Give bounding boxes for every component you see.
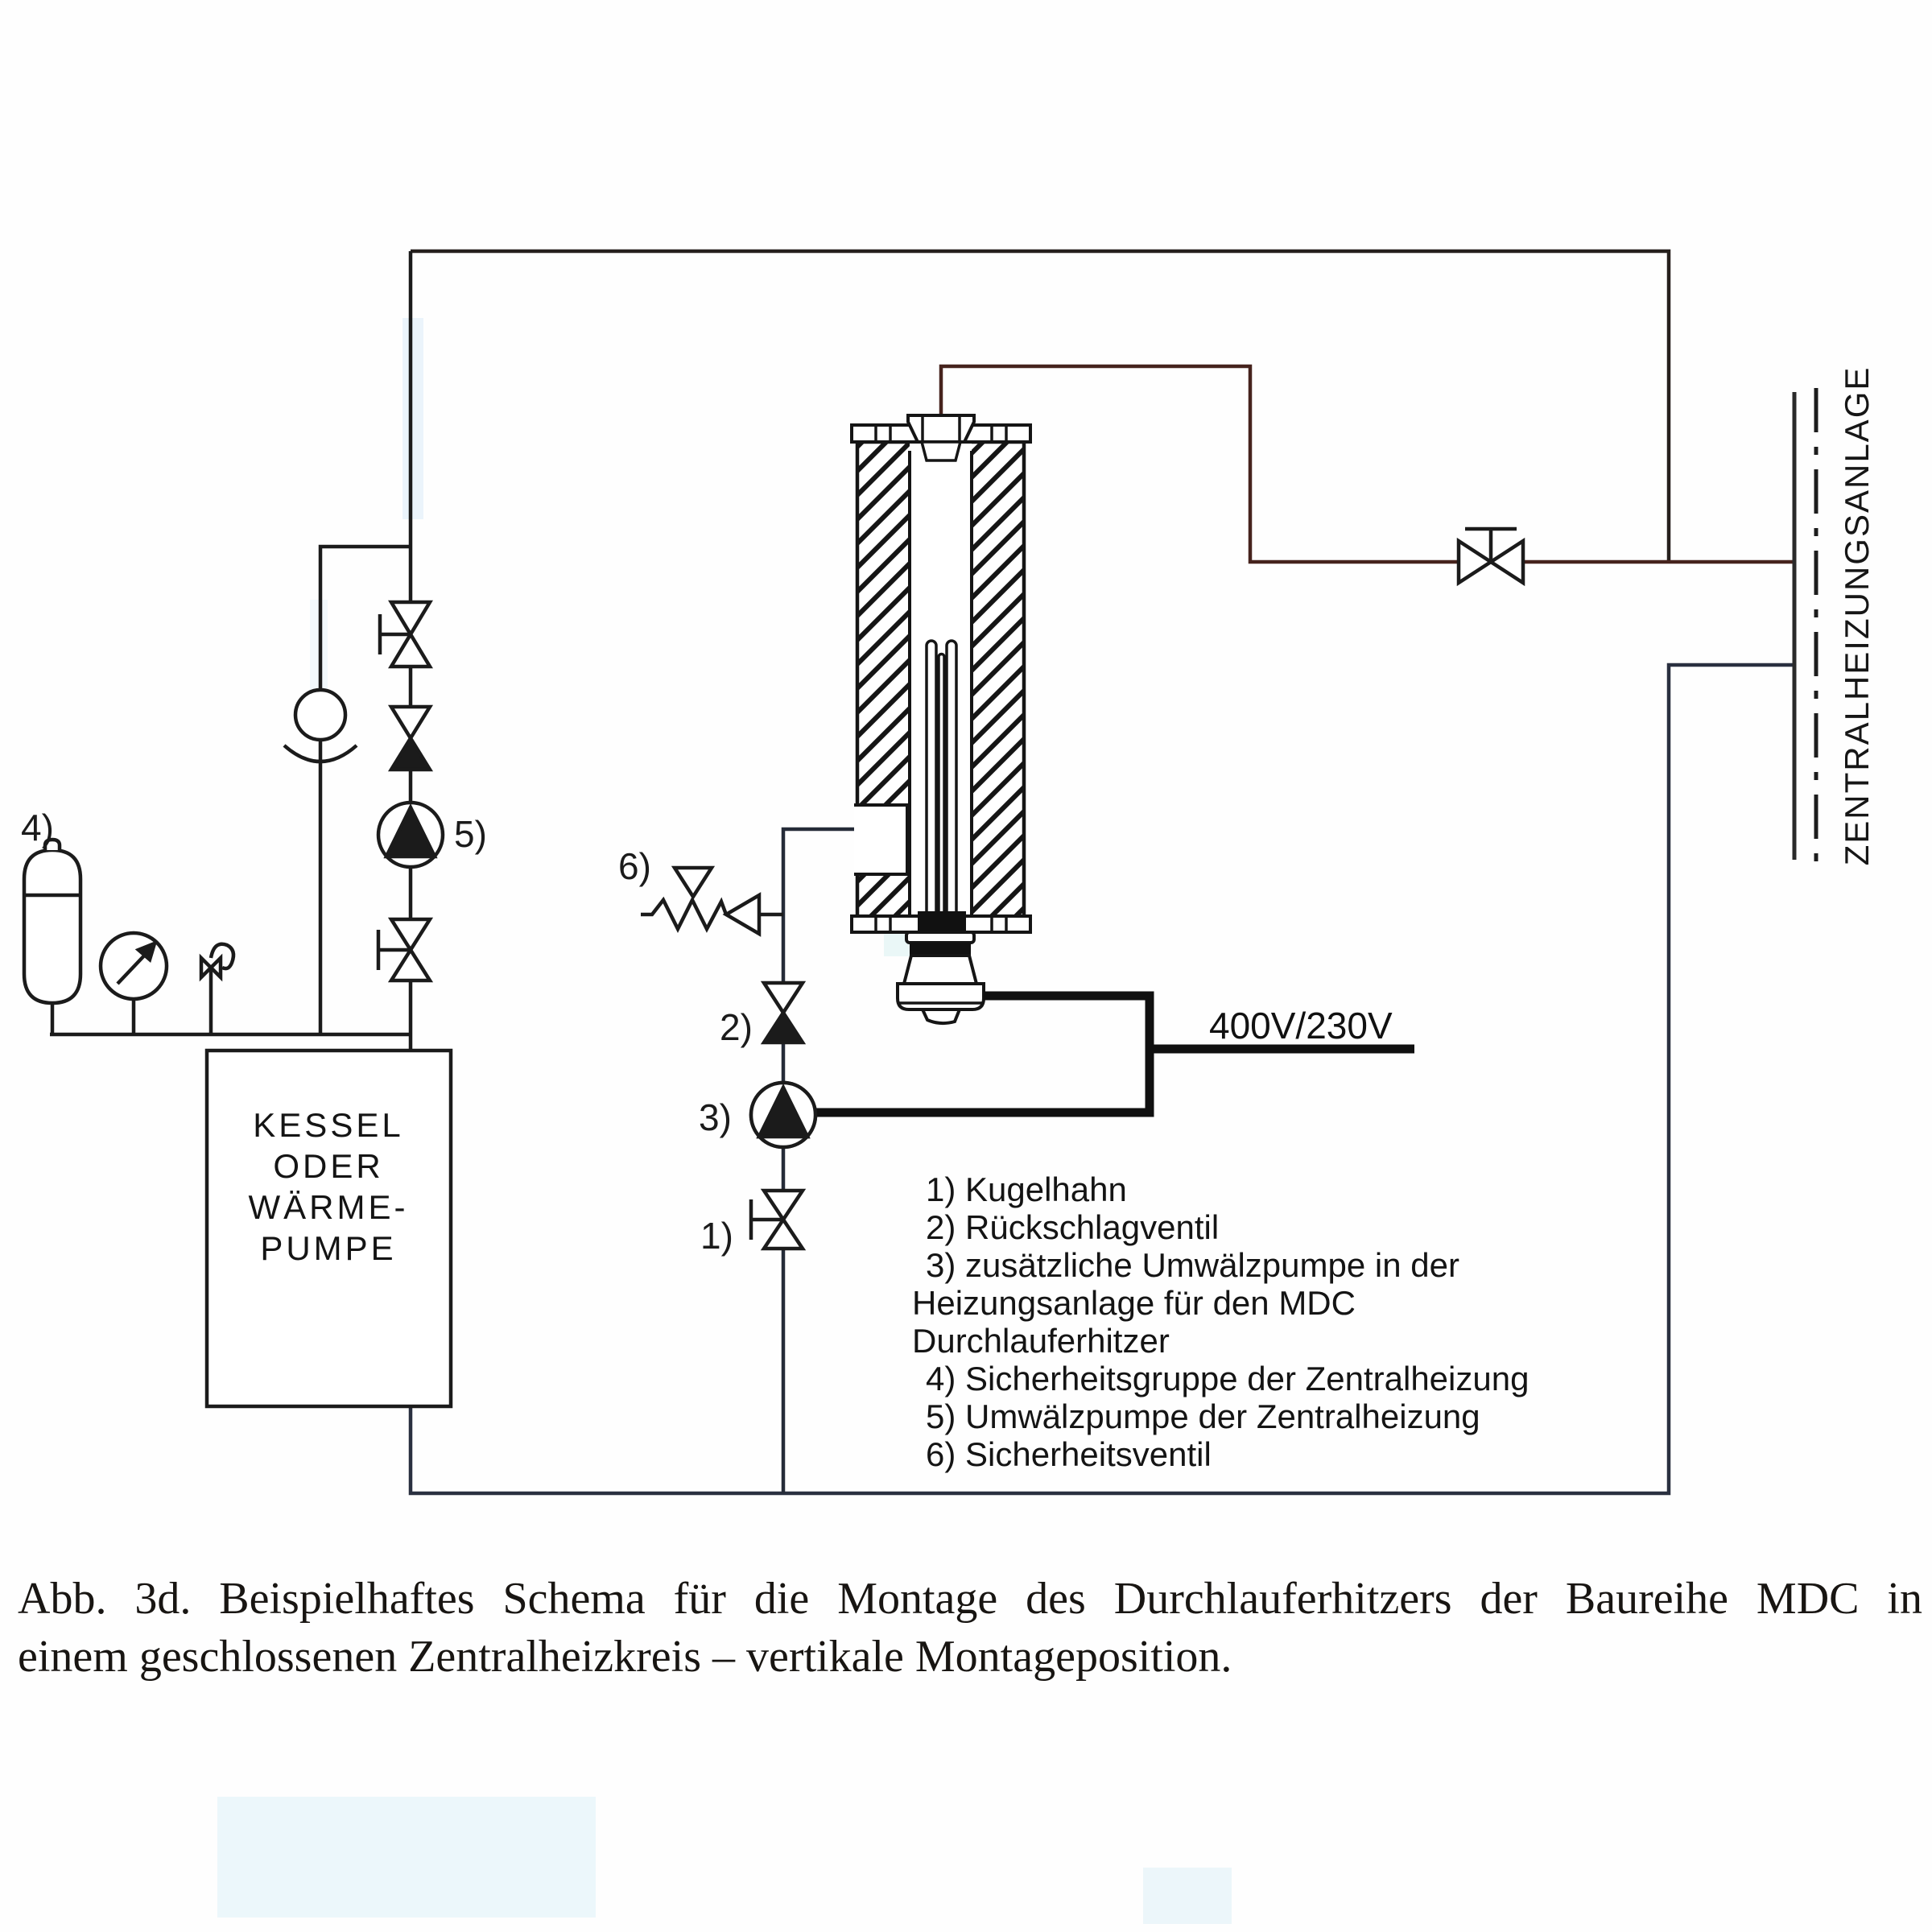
pipe-separator-branch [320,547,411,1034]
legend-line-6: 4) Sicherheitsgruppe der Zentralheizung [926,1360,1530,1397]
legend-line-8: 6) Sicherheitsventil [926,1435,1212,1473]
heater-inlet-port [854,805,909,874]
legend-line-7: 5) Umwälzpumpe der Zentralheizung [926,1397,1480,1435]
electric-cable-heater [815,996,1150,1113]
figure-caption-line1: Abb. 3d. Beispielhaftes Schema für die Montage des Durchlauferhitzers der Baureihe MDC in [18,1574,1922,1624]
label-6: 6) [618,845,651,887]
legend-line-4: Heizungsanlage für den MDC [912,1284,1356,1322]
pipe-loop-top [411,251,1669,562]
safety-valve-icon [641,868,759,934]
pump-icon-mdc-loop-overlay [751,1083,815,1147]
legend-line-2: 2) Rückschlagventil [926,1208,1220,1246]
legend-line-1: 1) Kugelhahn [926,1170,1127,1208]
legend-line-5: Durchlauferhitzer [912,1322,1170,1360]
middle-column-fittings [641,868,815,1249]
check-valve-icon-left [391,707,430,770]
kessel-line4: PUMPE [260,1229,397,1267]
ball-valve-icon-middle [751,1191,803,1249]
kessel-line1: KESSEL [253,1106,404,1144]
supply-shutoff-valve-icon [1459,529,1523,583]
voltage-label: 400V/230V [1209,1005,1393,1046]
system-boundary [1794,366,1876,868]
figure-caption-line2: einem geschlossenen Zentralheizkreis – vertikale Montageposition. [18,1632,1232,1682]
label-2: 2) [720,1006,753,1048]
ball-valve-icon-bottom-left [378,919,430,980]
kessel-line2: ODER [273,1147,384,1185]
expansion-vessel-icon [24,850,80,1003]
ball-valve-icon-top-left [380,602,430,667]
kessel-line3: WÄRME- [248,1188,409,1226]
label-3: 3) [699,1096,732,1138]
label-1: 1) [700,1215,733,1257]
kessel-box [207,1051,451,1406]
heater-inner-channel [910,442,972,918]
safety-group [24,690,357,1003]
boundary-label: ZENTRALHEIZUNGSANLAGE [1838,365,1876,866]
legend-line-3: 3) zusätzliche Umwälzpumpe in der [926,1246,1459,1284]
mdc-heater [852,415,1030,1023]
check-valve-icon-middle [764,983,803,1042]
pump-icon-central-heating [378,803,443,867]
pipe-heater-supply [941,366,1794,562]
label-5: 5) [454,813,487,855]
legend [912,1170,1529,1473]
vent-valve-icon [201,944,233,977]
label-4: 4) [21,807,54,848]
